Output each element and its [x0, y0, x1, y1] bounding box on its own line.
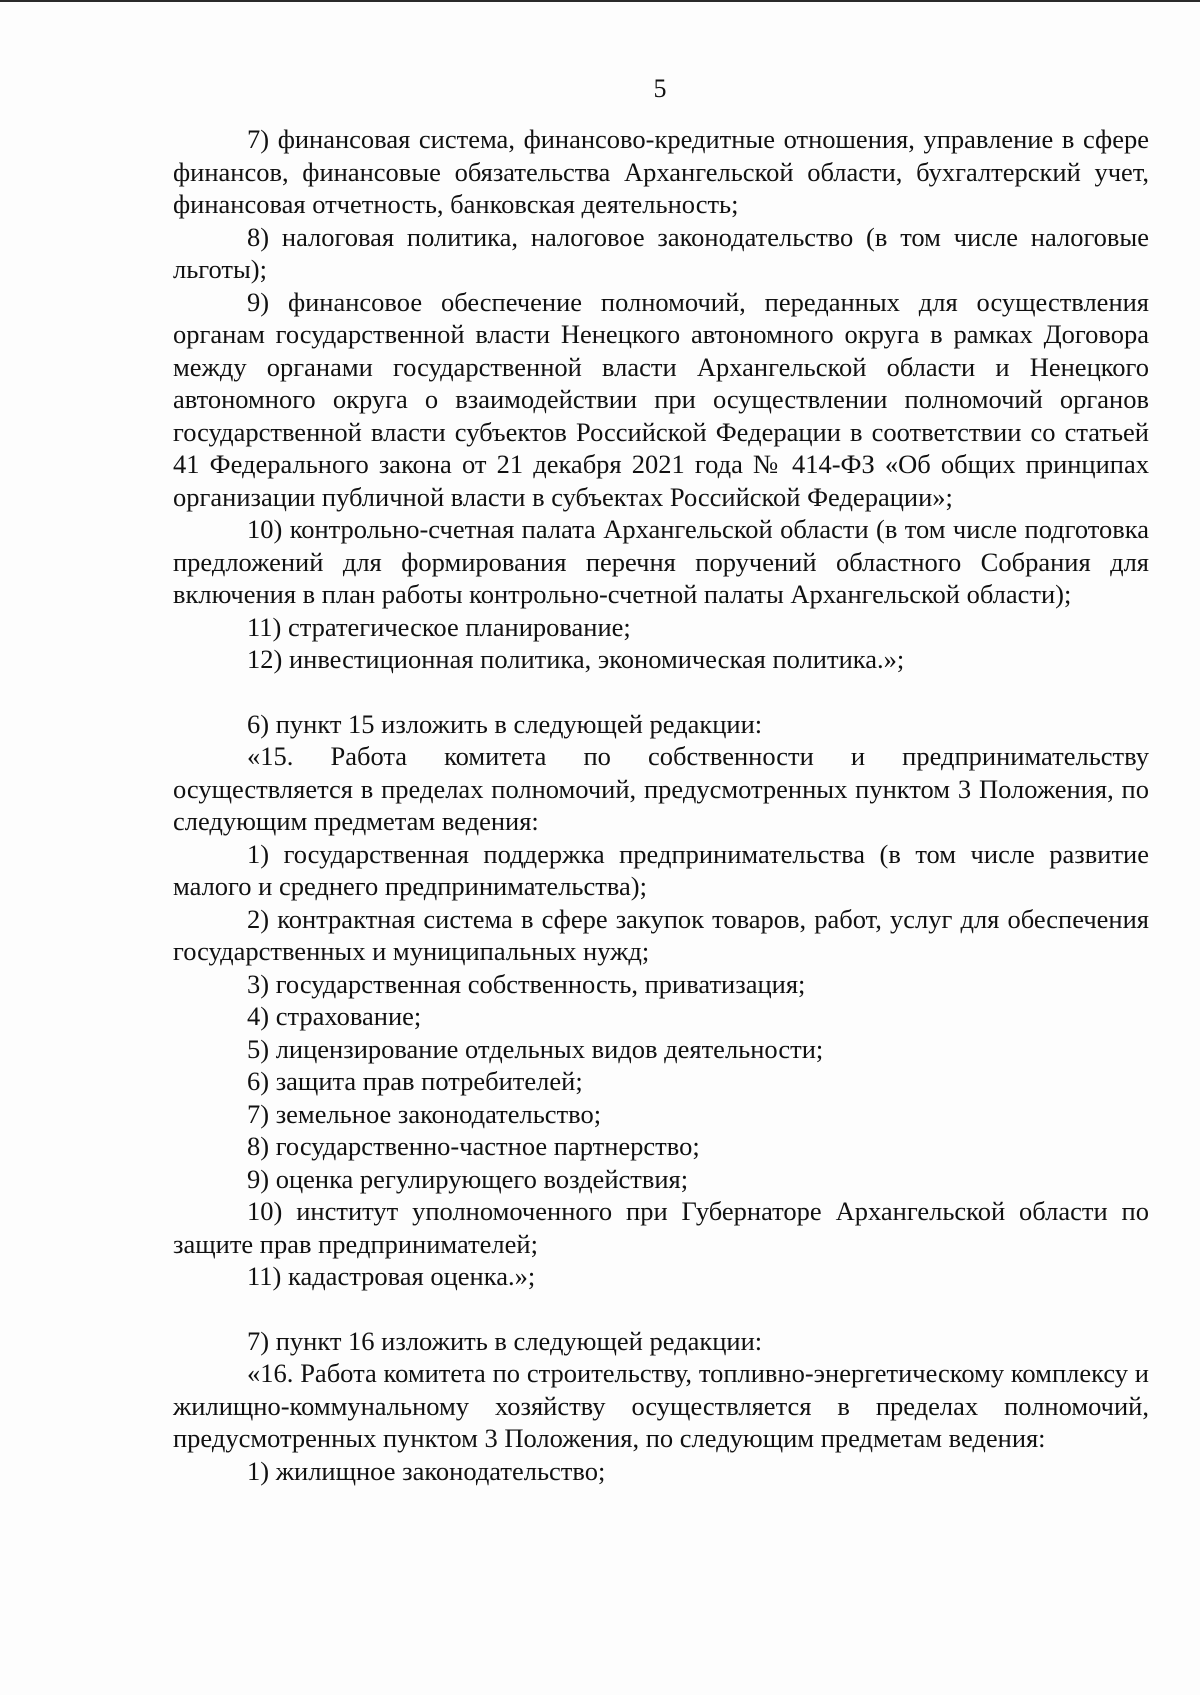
paragraph-clause-15: «15. Работа комитета по собственности и предпринимательству осуществляется в пределах полномочий, предусмотренных пунктом 3 Положения, по следующим предметам ведения:	[173, 741, 1149, 836]
paragraph-clause-15-item-4: 4) страхование;	[247, 1001, 422, 1031]
paragraph-clause-15-item-3: 3) государственная собственность, приватизация;	[247, 968, 806, 999]
paragraph-clause-15-item-9: 9) оценка регулирующего воздействия;	[247, 1163, 689, 1194]
paragraph-item-10: 10) контрольно-счетная палата Архангельской области (в том числе подготовка предложений для формирования перечня поручений областного Собрания для включения в план работы контрольно-счетной палаты Архангельской области);	[173, 514, 1149, 609]
paragraph-clause-15-item-10: 10) институт уполномоченного при Губернаторе Архангельской области по защите прав предпринимателей;	[173, 1196, 1149, 1259]
paragraph-clause-15-item-11: 11) кадастровая оценка.»;	[247, 1261, 536, 1291]
page-top-edge	[0, 0, 1200, 2]
document-body	[173, 123, 1149, 1487]
paragraph-clause-16-item-1: 1) жилищное законодательство;	[247, 1455, 606, 1486]
paragraph-item-11: 11) стратегическое планирование;	[247, 611, 631, 642]
paragraph-clause-15-item-1: 1) государственная поддержка предпринимательства (в том числе развитие малого и среднего предпринимательства);	[173, 838, 1149, 901]
paragraph-amendment-7: 7) пункт 16 изложить в следующей редакции:	[247, 1325, 763, 1356]
paragraph-item-7: 7) финансовая система, финансово-кредитные отношения, управление в сфере финансов, финансовые обязательства Архангельской области, бухгалтерский учет, финансовая отчетность, банковская деятельность;	[173, 124, 1149, 219]
paragraph-clause-16: «16. Работа комитета по строительству, топливно-энергетическому комплексу и жилищно-коммунальному хозяйству осуществляется в пределах полномочий, предусмотренных пунктом 3 Положения, по следующим предметам ведения:	[173, 1358, 1149, 1453]
paragraph-item-9: 9) финансовое обеспечение полномочий, переданных для осуществления органам государственной власти Ненецкого автономного округа в рамках Договора между органами государственной власти Архангельской области и Ненецкого автономного округа о взаимодействии при осуществлении полномочий органов государственной власти субъектов Российской Федерации в соответствии со статьей 41 Федерального закона от 21 декабря 2021 года № 414-ФЗ «Об общих принципах организации публичной власти в субъектах Российской Федерации»;	[173, 286, 1149, 512]
paragraph-amendment-6: 6) пункт 15 изложить в следующей редакции:	[247, 708, 763, 739]
paragraph-clause-15-item-2: 2) контрактная система в сфере закупок товаров, работ, услуг для обеспечения государственных и муниципальных нужд;	[173, 903, 1149, 966]
paragraph-item-12: 12) инвестиционная политика, экономическая политика.»;	[247, 644, 905, 674]
section-gap	[173, 676, 1149, 708]
paragraph-clause-15-item-5: 5) лицензирование отдельных видов деятельности;	[247, 1033, 824, 1064]
section-gap	[173, 1293, 1149, 1325]
page-number: 5	[653, 74, 667, 103]
paragraph-clause-15-item-7: 7) земельное законодательство;	[247, 1098, 602, 1129]
paragraph-clause-15-item-8: 8) государственно-частное партнерство;	[247, 1131, 700, 1161]
paragraph-item-8: 8) налоговая политика, налоговое законодательство (в том числе налоговые льготы);	[173, 221, 1149, 284]
paragraph-clause-15-item-6: 6) защита прав потребителей;	[247, 1066, 583, 1096]
